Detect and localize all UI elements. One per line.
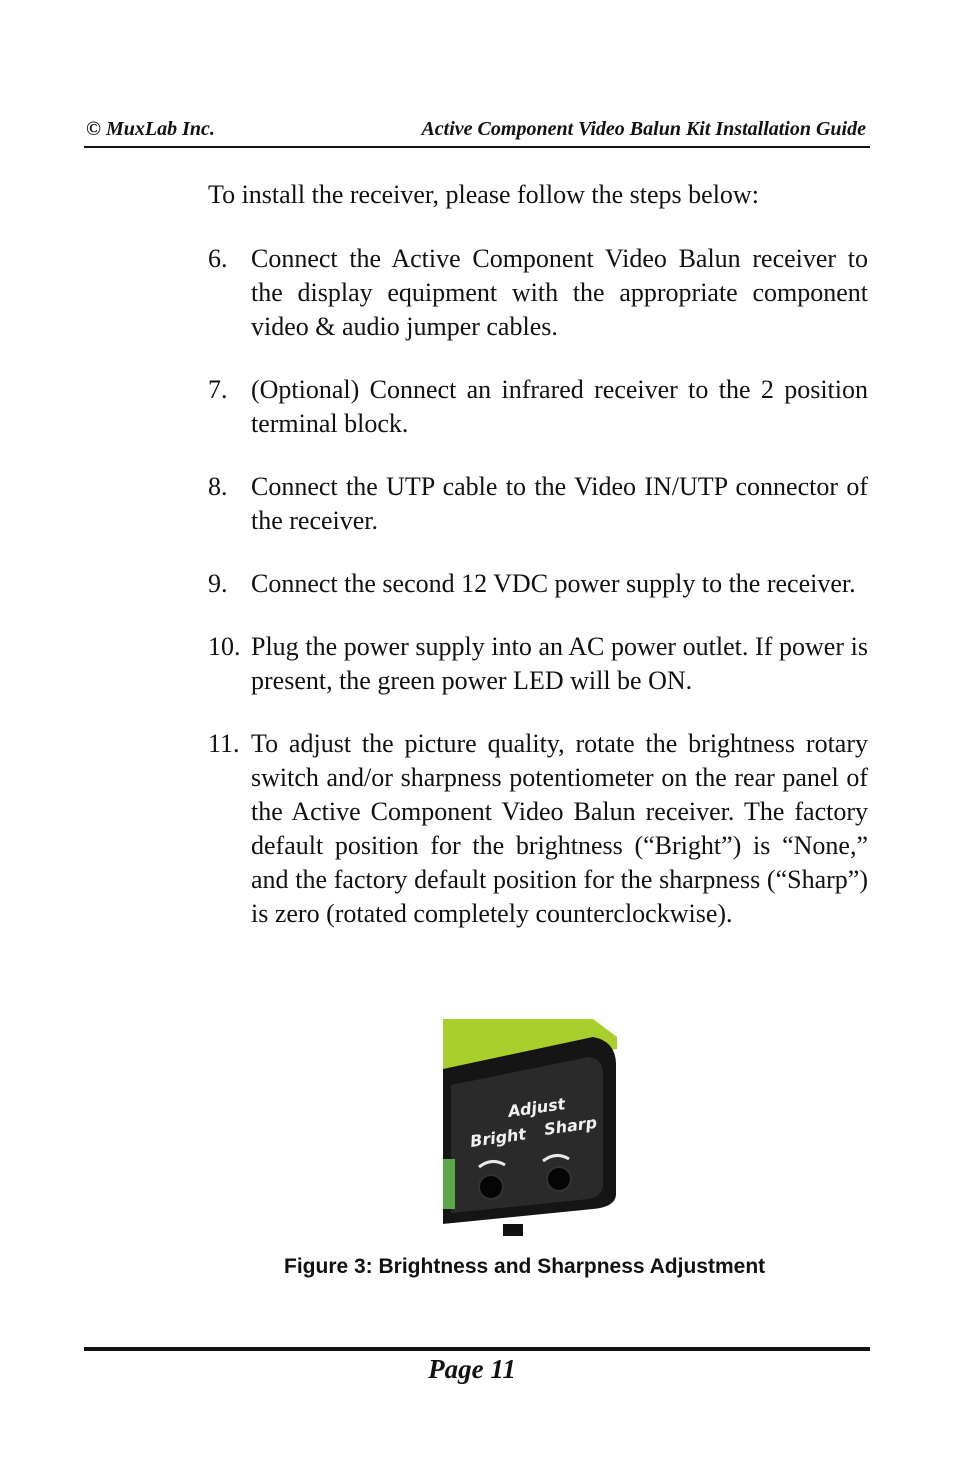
step-7 xyxy=(208,373,868,441)
step-8 xyxy=(208,470,868,538)
step-text: Connect the UTP cable to the Video IN/UTP connector of the receiver. xyxy=(251,472,868,535)
step-number: 11. xyxy=(208,729,240,758)
terminal-block xyxy=(443,1159,455,1209)
receiver-panel-illustration xyxy=(443,1019,617,1244)
step-11 xyxy=(208,727,868,931)
page-header xyxy=(84,118,870,148)
step-10 xyxy=(208,630,868,698)
figure-caption: Figure 3: Brightness and Sharpness Adjustment xyxy=(284,1255,766,1278)
brightness-knob xyxy=(479,1175,503,1199)
step-text: Plug the power supply into an AC power outlet. If power is present, the green power LED will be ON. xyxy=(251,632,868,695)
sharp-label: Sharp xyxy=(542,1112,599,1139)
header-title: Active Component Video Balun Kit Installation Guide xyxy=(421,118,866,140)
step-number: 8. xyxy=(208,472,228,501)
receiver-panel-photo xyxy=(443,1019,617,1244)
step-number: 9. xyxy=(208,569,228,598)
intro-text: To install the receiver, please follow the steps below: xyxy=(208,180,759,209)
step-text: To adjust the picture quality, rotate the brightness rotary switch and/or sharpness potentiometer on the rear panel of the Active Component Video Balun receiver. The factory default position for the brightness (“Bright”) is “None,” and the factory default position for the sharpness (“Sharp”) is zero (rotated completely counterclockwise). xyxy=(251,729,868,928)
step-text: Connect the second 12 VDC power supply to the receiver. xyxy=(251,569,856,598)
adjust-label: Adjust xyxy=(506,1094,567,1121)
step-number: 6. xyxy=(208,244,228,273)
steps-list xyxy=(208,242,868,960)
step-text: (Optional) Connect an infrared receiver to the 2 position terminal block. xyxy=(251,375,868,438)
sharpness-knob xyxy=(547,1167,571,1191)
step-number: 10. xyxy=(208,632,241,661)
page-number: Page 11 xyxy=(428,1354,516,1384)
step-9 xyxy=(208,567,868,601)
footer-rule xyxy=(84,1347,870,1351)
step-number: 7. xyxy=(208,375,228,404)
bright-label: Bright xyxy=(468,1124,528,1151)
step-6 xyxy=(208,242,868,344)
step-text: Connect the Active Component Video Balun receiver to the display equipment with the appropriate component video & audio jumper cables. xyxy=(251,244,868,341)
header-copyright: © MuxLab Inc. xyxy=(86,118,215,140)
